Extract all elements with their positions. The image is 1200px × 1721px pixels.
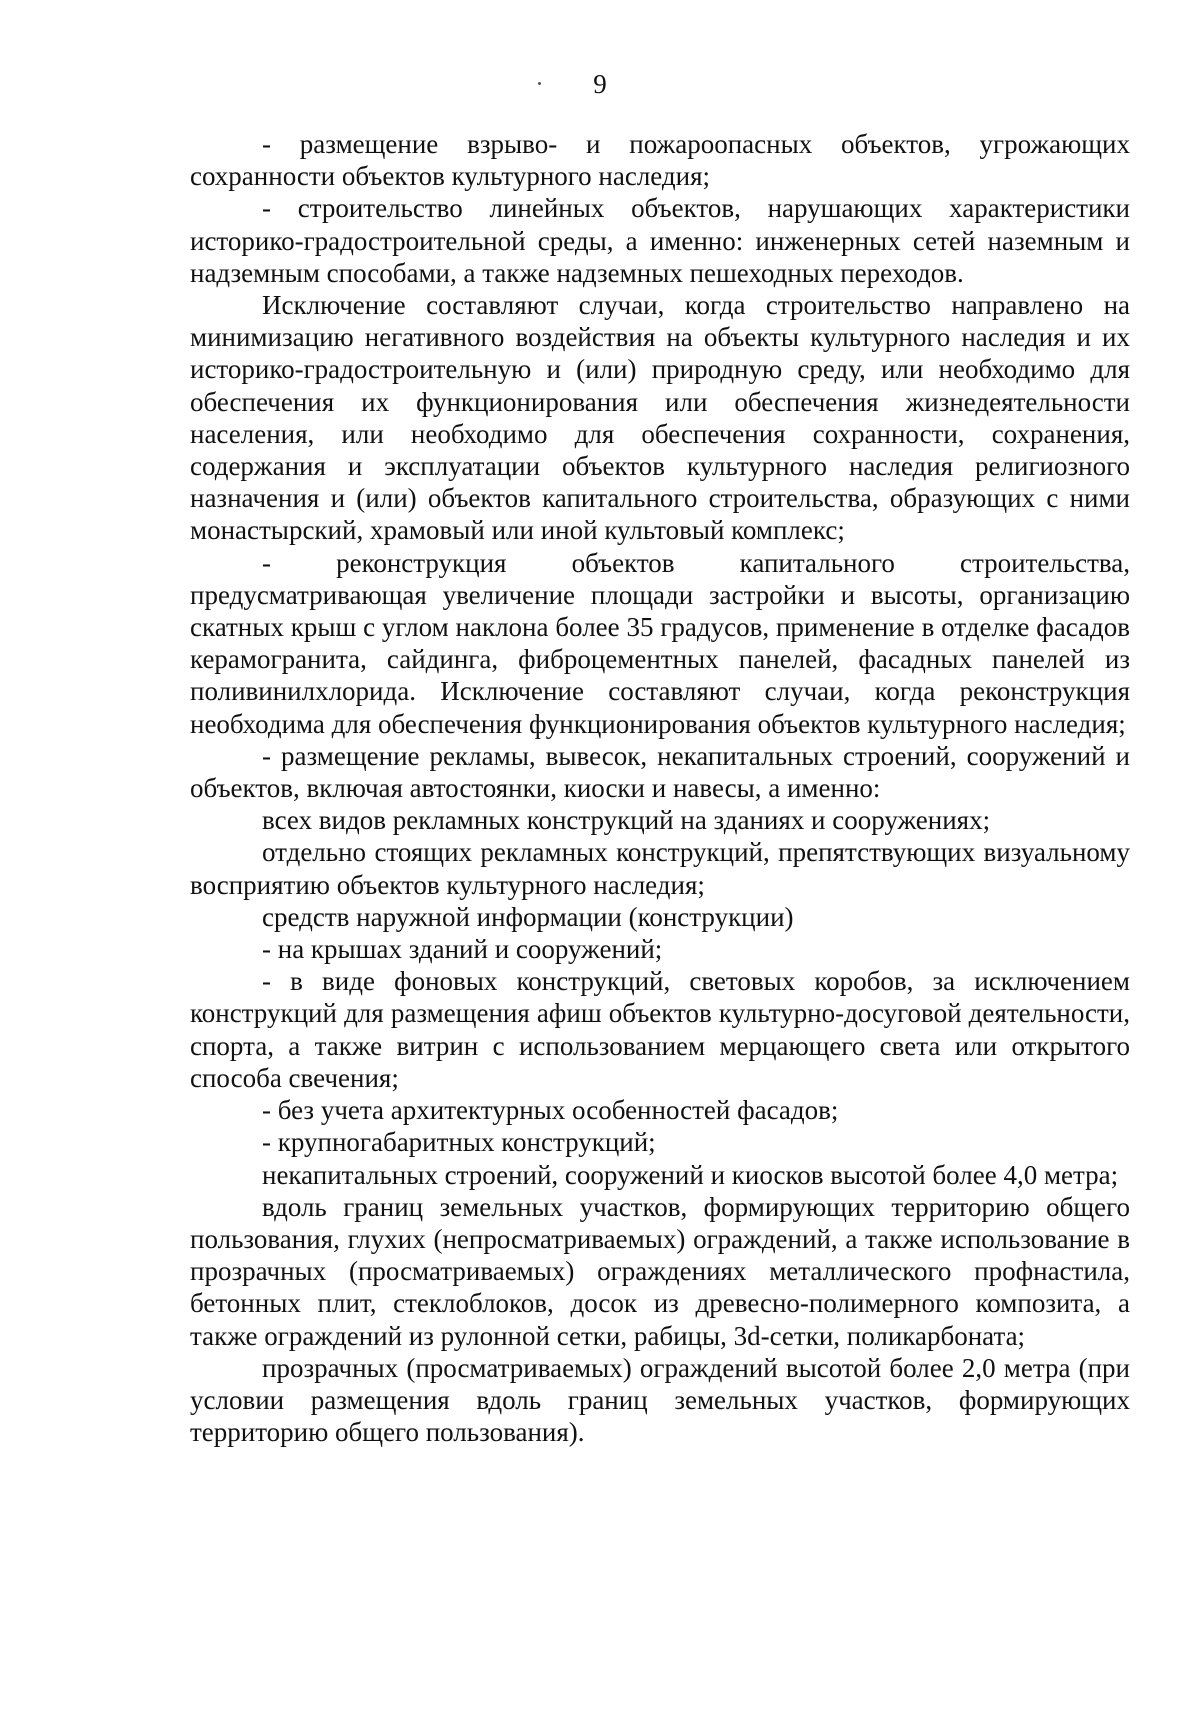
paragraph-on-roofs: - на крышах зданий и сооружений;: [262, 934, 663, 965]
page-number: 9: [593, 69, 607, 99]
paragraph-kiosks-height: некапитальных строений, сооружений и киосков высотой более 4,0 метра;: [262, 1159, 1119, 1190]
paragraph-ad-structures-buildings: всех видов рекламных конструкций на зданиях и сооружениях;: [262, 805, 991, 836]
paragraph-facade-features: - без учета архитектурных особенностей фасадов;: [262, 1095, 839, 1126]
paragraph-light-boxes: - в виде фоновых конструкций, световых коробов, за исключением конструкций для размещения афиш объектов культурно-досуговой деятельности, спорта, а также витрин с использованием мерцающего света или открытого способа свечения;: [190, 966, 1130, 1093]
paragraph-freestanding-ads: отдельно стоящих рекламных конструкций, препятствующих визуальному восприятию объектов культурного наследия;: [190, 837, 1130, 900]
paragraph-advertising: - размещение рекламы, вывесок, некапитальных строений, сооружений и объектов, включая автостоянки, киоски и навесы, а именно:: [190, 740, 1130, 804]
paragraph-explosive-objects: - размещение взрыво- и пожароопасных объектов, угрожающих сохранности объектов культурного наследия;: [190, 129, 1130, 192]
paragraph-exception-construction: Исключение составляют случаи, когда строительство направлено на минимизацию негативного воздействия на объекты культурного наследия и их историко-градостроительную и (или) природную среду, или необходимо для обеспечения их функционирования или обеспечения жизнедеятельности населения, или необходимо для обеспечения сохранности, сохранения, содержания и эксплуатации объектов культурного наследия религиозного назначения и (или) объектов капитального строительства, образующих с ними монастырский, храмовый или иной культовый комплекс;: [190, 290, 1130, 546]
paragraph-large-structures: - крупногабаритных конструкций;: [262, 1127, 656, 1158]
paragraph-fences-materials: вдоль границ земельных участков, формирующих территорию общего пользования, глухих (непросматриваемых) ограждений, а также использование в прозрачных (просматриваемых) ограждениях металлического профнастила, бетонных плит, стеклоблоков, досок из древесно-полимерного композита, а также ограждений из рулонной сетки, рабицы, 3d-сетки, поликарбоната;: [190, 1191, 1130, 1351]
paragraph-outdoor-info: средств наружной информации (конструкции): [262, 901, 794, 932]
paragraph-transparent-fences: прозрачных (просматриваемых) ограждений высотой более 2,0 метра (при условии размещения вдоль границ земельных участков, формирующих территорию общего пользования).: [190, 1352, 1130, 1448]
paragraph-reconstruction: - реконструкция объектов капитального строительства, предусматривающая увеличение площади застройки и высоты, организацию скатных крыш с углом наклона более 35 градусов, применение в отделке фасадов керамогранита, сайдинга, фиброцементных панелей, фасадных панелей из поливинилхлорида. Исключение составляют случаи, когда реконструкция необходима для обеспечения функционирования объектов культурного наследия;: [190, 547, 1130, 739]
document-body: [190, 128, 1130, 1448]
paragraph-linear-objects: - строительство линейных объектов, нарушающих характеристики историко-градостроительной среды, а именно: инженерных сетей наземным и надземным способами, а также надземных пешеходных переходов.: [190, 193, 1130, 288]
